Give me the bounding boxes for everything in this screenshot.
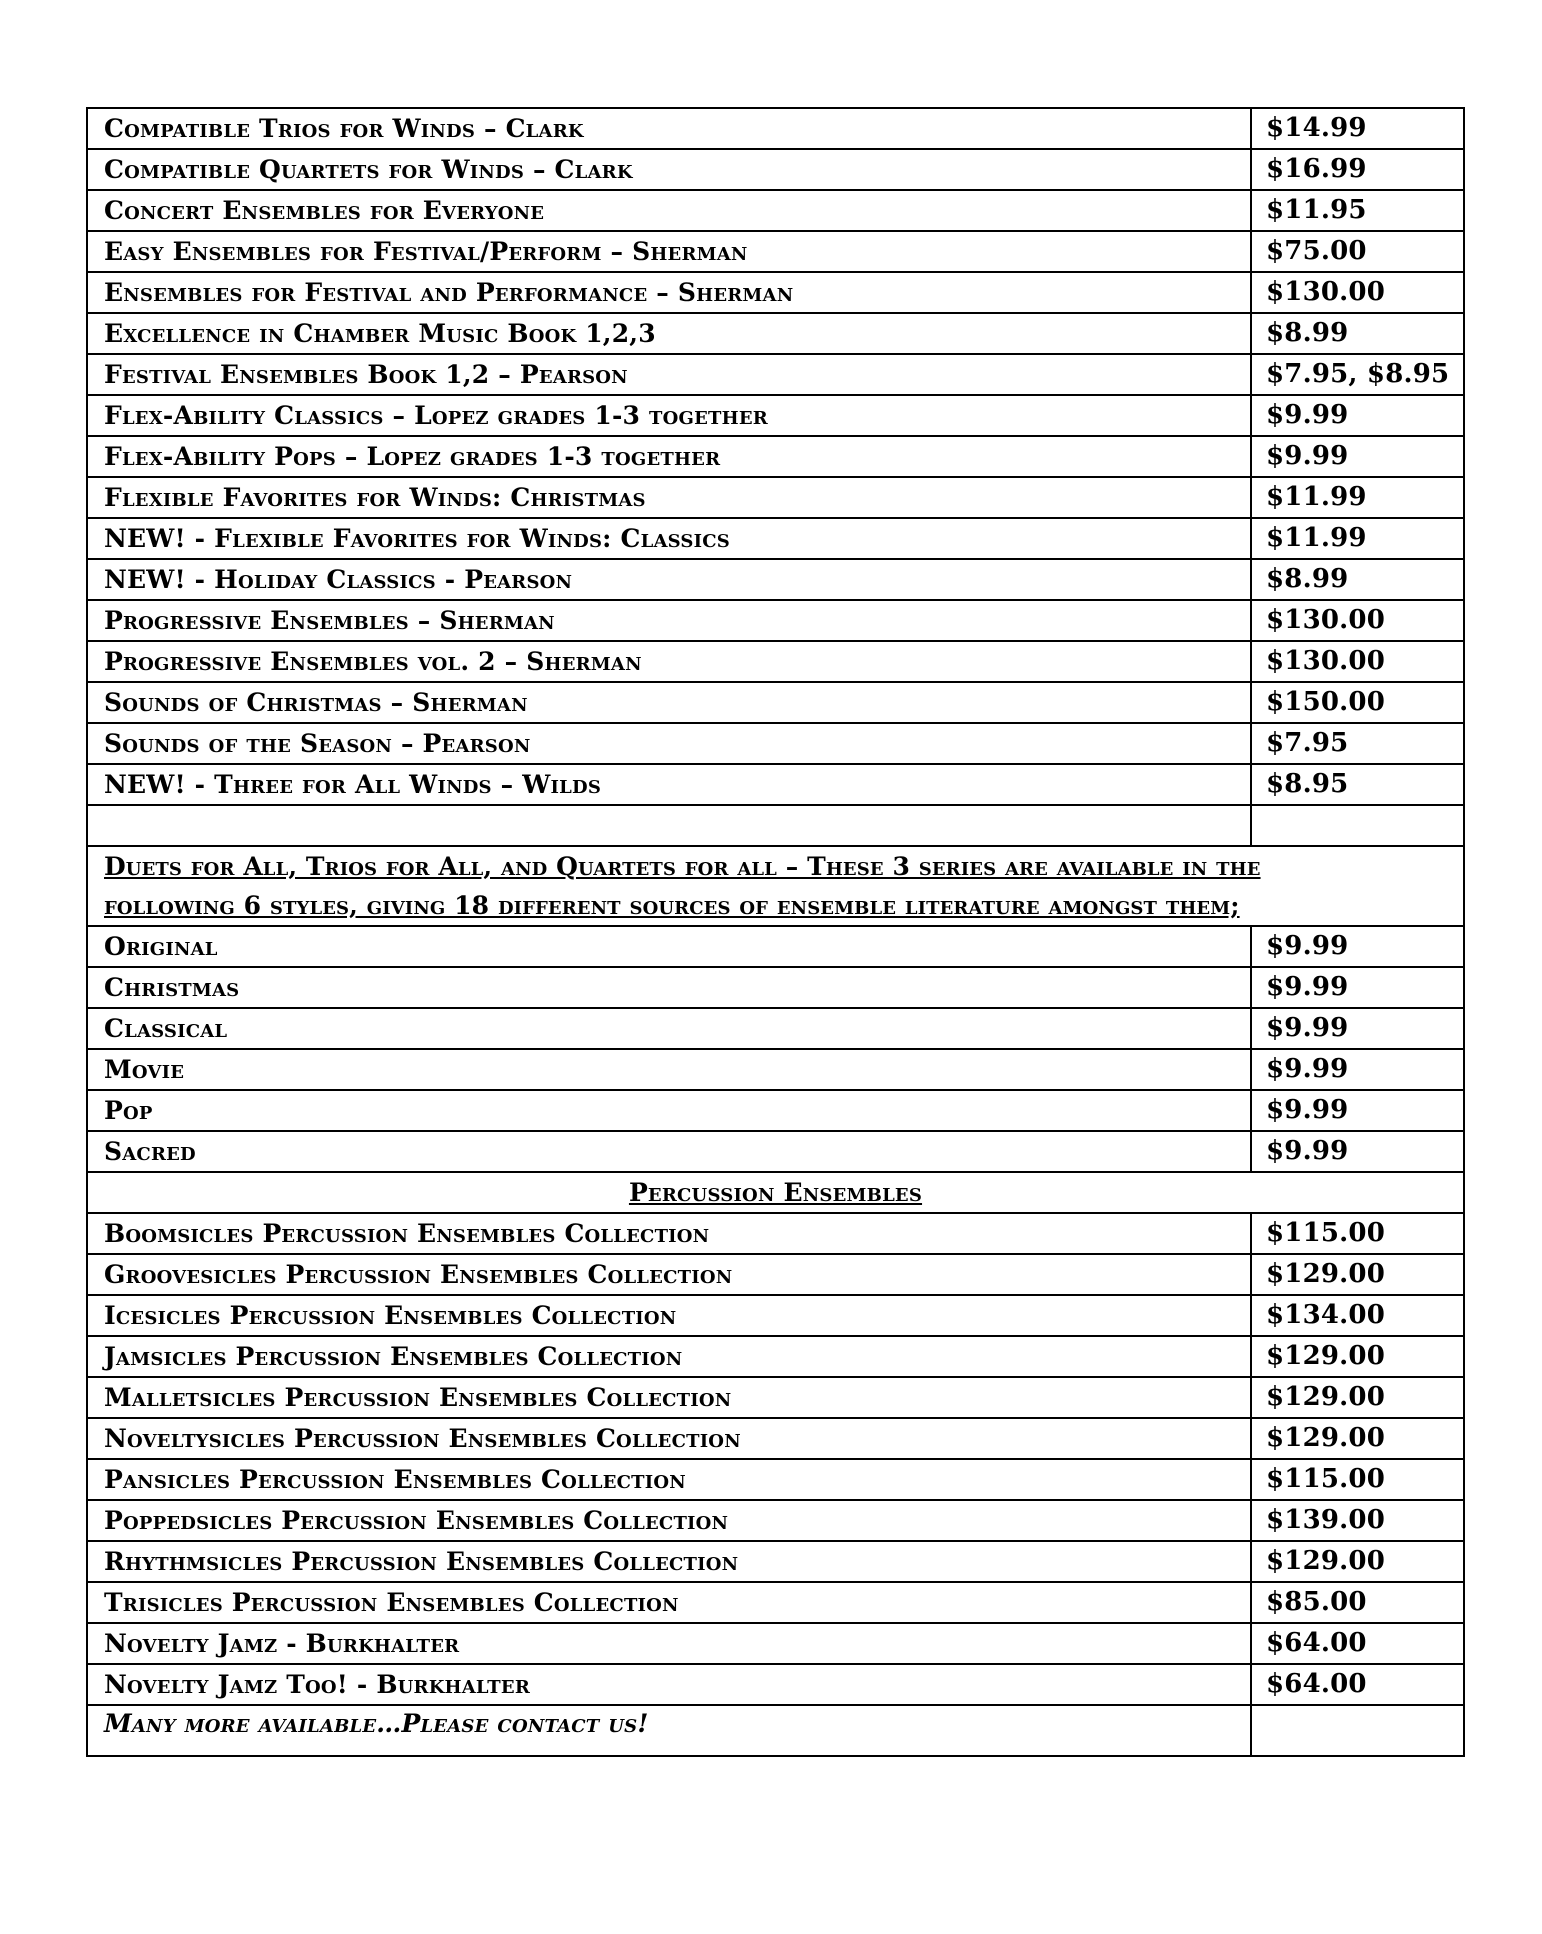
- item-price: $129.00: [1251, 1377, 1464, 1418]
- table-row: [87, 1213, 1464, 1254]
- item-title: Festival Ensembles Book 1,2 – Pearson: [87, 354, 1251, 395]
- item-price: $64.00: [1251, 1664, 1464, 1705]
- table-row: [87, 967, 1464, 1008]
- table-row: [87, 1459, 1464, 1500]
- table-row: [87, 1131, 1464, 1172]
- table-row: [87, 149, 1464, 190]
- item-price: $7.95, $8.95: [1251, 354, 1464, 395]
- item-title: Flex-Ability Pops – Lopez grades 1-3 together: [87, 436, 1251, 477]
- item-price: $64.00: [1251, 1623, 1464, 1664]
- table-row: [87, 1582, 1464, 1623]
- empty-cell: [87, 805, 1251, 846]
- item-price: $8.99: [1251, 313, 1464, 354]
- item-price: $11.99: [1251, 518, 1464, 559]
- style-price: $9.99: [1251, 1008, 1464, 1049]
- table-row: [87, 477, 1464, 518]
- item-price: $139.00: [1251, 1500, 1464, 1541]
- footer-note: Many more available…Please contact us!: [87, 1705, 1251, 1756]
- table-row: [87, 395, 1464, 436]
- item-title: Excellence in Chamber Music Book 1,2,3: [87, 313, 1251, 354]
- item-title: Compatible Trios for Winds – Clark: [87, 108, 1251, 149]
- table-row: [87, 1336, 1464, 1377]
- item-price: $9.99: [1251, 436, 1464, 477]
- empty-cell: [1251, 805, 1464, 846]
- footer-row: [87, 1705, 1464, 1756]
- table-row: [87, 108, 1464, 149]
- table-row: [87, 190, 1464, 231]
- item-price: $11.95: [1251, 190, 1464, 231]
- item-price: $134.00: [1251, 1295, 1464, 1336]
- table-row: [87, 682, 1464, 723]
- item-price: $115.00: [1251, 1213, 1464, 1254]
- table-row: [87, 1008, 1464, 1049]
- item-price: $129.00: [1251, 1336, 1464, 1377]
- item-title: Boomsicles Percussion Ensembles Collection: [87, 1213, 1251, 1254]
- table-row: [87, 1623, 1464, 1664]
- item-title: Novelty Jamz Too! - Burkhalter: [87, 1664, 1251, 1705]
- table-row: [87, 1541, 1464, 1582]
- table-row: [87, 600, 1464, 641]
- item-price: $115.00: [1251, 1459, 1464, 1500]
- style-title: Christmas: [87, 967, 1251, 1008]
- table-row: [87, 764, 1464, 805]
- item-title: Groovesicles Percussion Ensembles Collection: [87, 1254, 1251, 1295]
- table-row: [87, 1049, 1464, 1090]
- style-price: $9.99: [1251, 1090, 1464, 1131]
- table-row: [87, 723, 1464, 764]
- style-price: $9.99: [1251, 1049, 1464, 1090]
- section-heading-row: [87, 1172, 1464, 1213]
- item-title: Pansicles Percussion Ensembles Collection: [87, 1459, 1251, 1500]
- item-title: Compatible Quartets for Winds – Clark: [87, 149, 1251, 190]
- style-price: $9.99: [1251, 1131, 1464, 1172]
- style-title: Movie: [87, 1049, 1251, 1090]
- style-price: $9.99: [1251, 967, 1464, 1008]
- item-title: Icesicles Percussion Ensembles Collection: [87, 1295, 1251, 1336]
- item-price: $150.00: [1251, 682, 1464, 723]
- item-price: $129.00: [1251, 1418, 1464, 1459]
- series-note: [87, 846, 1464, 926]
- item-title: Flex-Ability Classics – Lopez grades 1-3 together: [87, 395, 1251, 436]
- item-price: $16.99: [1251, 149, 1464, 190]
- item-title: Jamsicles Percussion Ensembles Collection: [87, 1336, 1251, 1377]
- item-price: $11.99: [1251, 477, 1464, 518]
- item-price: $130.00: [1251, 641, 1464, 682]
- ensemble-price-table: [86, 107, 1465, 1757]
- item-price: $8.99: [1251, 559, 1464, 600]
- item-title: Sounds of the Season – Pearson: [87, 723, 1251, 764]
- item-price: $7.95: [1251, 723, 1464, 764]
- table-row: [87, 1377, 1464, 1418]
- item-title: Trisicles Percussion Ensembles Collection: [87, 1582, 1251, 1623]
- table-row: [87, 1090, 1464, 1131]
- style-price: $9.99: [1251, 926, 1464, 967]
- item-price: $129.00: [1251, 1254, 1464, 1295]
- table-row: [87, 313, 1464, 354]
- item-title: Sounds of Christmas – Sherman: [87, 682, 1251, 723]
- table-row: [87, 1500, 1464, 1541]
- item-title: NEW! - Flexible Favorites for Winds: Classics: [87, 518, 1251, 559]
- percussion-heading: Percussion Ensembles: [87, 1172, 1464, 1213]
- item-price: $75.00: [1251, 231, 1464, 272]
- item-title: Progressive Ensembles – Sherman: [87, 600, 1251, 641]
- style-title: Classical: [87, 1008, 1251, 1049]
- item-title: Progressive Ensembles vol. 2 – Sherman: [87, 641, 1251, 682]
- table-row: [87, 231, 1464, 272]
- table-row: [87, 518, 1464, 559]
- style-title: Original: [87, 926, 1251, 967]
- style-title: Sacred: [87, 1131, 1251, 1172]
- blank-row: [87, 805, 1464, 846]
- item-price: $130.00: [1251, 272, 1464, 313]
- item-price: $85.00: [1251, 1582, 1464, 1623]
- item-title: Malletsicles Percussion Ensembles Collection: [87, 1377, 1251, 1418]
- item-title: Concert Ensembles for Everyone: [87, 190, 1251, 231]
- item-title: Ensembles for Festival and Performance – Sherman: [87, 272, 1251, 313]
- item-title: Poppedsicles Percussion Ensembles Collection: [87, 1500, 1251, 1541]
- item-price: $14.99: [1251, 108, 1464, 149]
- item-title: Rhythmsicles Percussion Ensembles Collection: [87, 1541, 1251, 1582]
- item-title: Easy Ensembles for Festival/Perform – Sherman: [87, 231, 1251, 272]
- item-title: Flexible Favorites for Winds: Christmas: [87, 477, 1251, 518]
- table-row: [87, 272, 1464, 313]
- style-title: Pop: [87, 1090, 1251, 1131]
- item-title: Noveltysicles Percussion Ensembles Collection: [87, 1418, 1251, 1459]
- empty-cell: [1251, 1705, 1464, 1756]
- table-row: [87, 559, 1464, 600]
- table-row: [87, 926, 1464, 967]
- item-price: $9.99: [1251, 395, 1464, 436]
- item-title: NEW! - Holiday Classics - Pearson: [87, 559, 1251, 600]
- table-row: [87, 641, 1464, 682]
- series-note-line: following 6 styles, giving 18 different sources of ensemble literature amongst them;: [104, 891, 1240, 920]
- item-title: Novelty Jamz - Burkhalter: [87, 1623, 1251, 1664]
- series-note-row: [87, 846, 1464, 926]
- table-row: [87, 354, 1464, 395]
- table-row: [87, 436, 1464, 477]
- item-title: NEW! - Three for All Winds – Wilds: [87, 764, 1251, 805]
- series-note-line: Duets for All, Trios for All, and Quartets for all – These 3 series are available in the: [104, 852, 1261, 881]
- table-row: [87, 1295, 1464, 1336]
- item-price: $8.95: [1251, 764, 1464, 805]
- item-price: $130.00: [1251, 600, 1464, 641]
- table-row: [87, 1664, 1464, 1705]
- table-row: [87, 1418, 1464, 1459]
- item-price: $129.00: [1251, 1541, 1464, 1582]
- table-row: [87, 1254, 1464, 1295]
